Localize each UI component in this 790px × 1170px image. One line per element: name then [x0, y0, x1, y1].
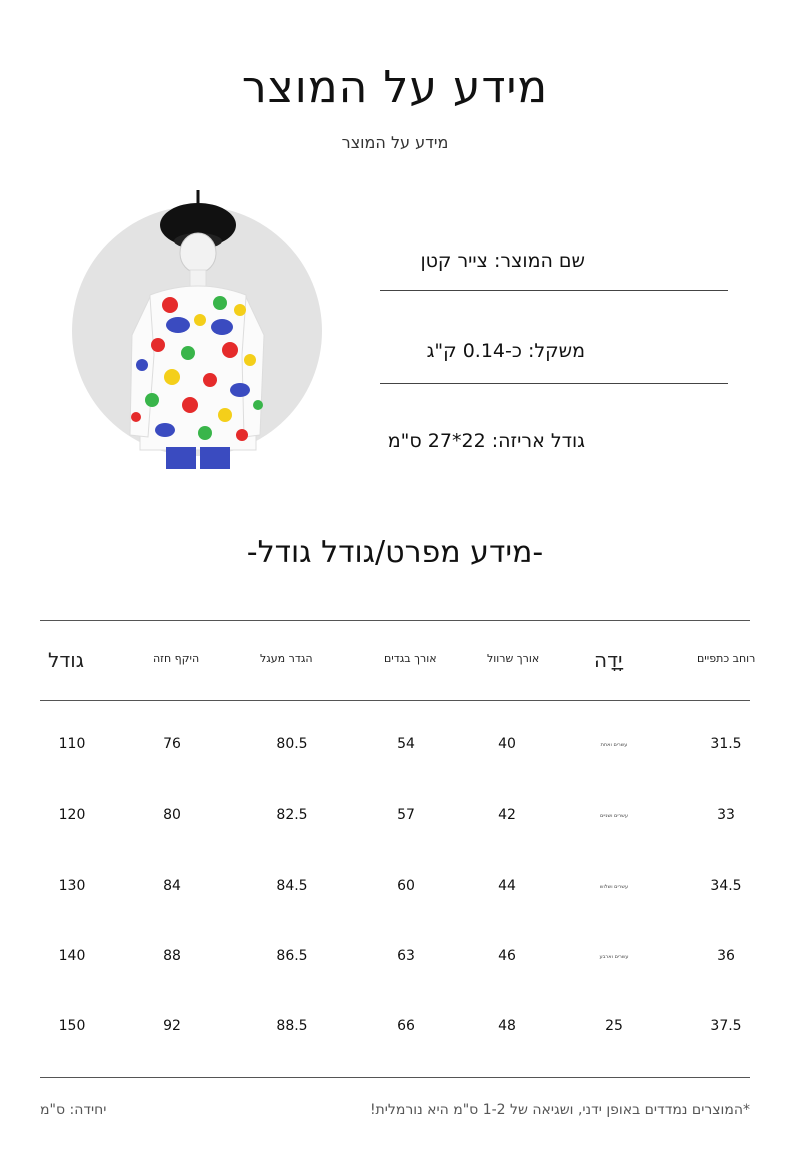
cell-size: 110 [58, 736, 86, 752]
cell-chest: 92 [163, 1018, 181, 1034]
cell-hem: 80.5 [276, 736, 308, 752]
cell-length: 60 [397, 878, 415, 894]
cell-sleeve: 42 [498, 807, 516, 823]
cell-chest: 84 [163, 878, 181, 894]
package-size: גודל אריזה: 22*27 ס"מ [387, 430, 585, 452]
cell-size: 150 [58, 1018, 86, 1034]
cell-sleeve: 48 [498, 1018, 516, 1034]
cell-sleeve-cuff: עשרים ואחת [600, 742, 628, 748]
page-subtitle: מידע על המוצר [341, 133, 449, 152]
cell-shoulder: 34.5 [710, 878, 742, 894]
cell-length: 54 [397, 736, 415, 752]
cell-length: 66 [397, 1018, 415, 1034]
header-sleeve-cuff: יָדָה [594, 648, 623, 672]
cell-sleeve: 40 [498, 736, 516, 752]
table-top-rule [40, 620, 750, 621]
cell-size: 130 [58, 878, 86, 894]
unit-label: יחידה: ס"מ [40, 1102, 107, 1118]
table-header-rule [40, 700, 750, 701]
divider [380, 290, 728, 291]
cell-chest: 88 [163, 948, 181, 964]
header-sleeve: אורך שרוול [487, 652, 540, 665]
cell-hem: 82.5 [276, 807, 308, 823]
cell-hem: 86.5 [276, 948, 308, 964]
cell-hem: 84.5 [276, 878, 308, 894]
divider [380, 383, 728, 384]
cell-shoulder: 37.5 [710, 1018, 742, 1034]
cell-hem: 88.5 [276, 1018, 308, 1034]
cell-shoulder: 31.5 [710, 736, 742, 752]
product-weight: משקל: כ-0.14 ק"ג [426, 340, 585, 362]
cell-sleeve: 46 [498, 948, 516, 964]
cell-sleeve-cuff: עשרים וארבע [599, 954, 629, 960]
cell-sleeve: 44 [498, 878, 516, 894]
cell-chest: 76 [163, 736, 181, 752]
cell-shoulder: 33 [717, 807, 735, 823]
cell-sleeve-cuff: 25 [605, 1018, 623, 1034]
header-size: גודל [48, 648, 84, 672]
product-photo [70, 185, 330, 485]
measurement-note: *המוצרים נמדדים באופן ידני, ושגיאה של 1-2 ס"מ היא נורמלית! [369, 1102, 750, 1118]
cell-chest: 80 [163, 807, 181, 823]
table-bottom-rule [40, 1077, 750, 1078]
cell-size: 140 [58, 948, 86, 964]
header-shoulder: רוחב כתפיים [697, 652, 756, 665]
header-hem: הגדר מעגל [260, 652, 313, 665]
cell-sleeve-cuff: עשרים ושניים [600, 813, 628, 819]
page-title: מידע על המוצר [241, 62, 549, 113]
cell-sleeve-cuff: עשרים ושלוש [599, 884, 629, 890]
cell-length: 63 [397, 948, 415, 964]
size-section-title: -מידע מפרט/גודל גודל- [246, 535, 544, 570]
cell-shoulder: 36 [717, 948, 735, 964]
header-chest: היקף חזה [153, 652, 200, 665]
cell-length: 57 [397, 807, 415, 823]
cell-size: 120 [58, 807, 86, 823]
header-length: אורך בגדים [384, 652, 437, 665]
product-name: שם המוצר: צייר קטן [420, 250, 585, 272]
